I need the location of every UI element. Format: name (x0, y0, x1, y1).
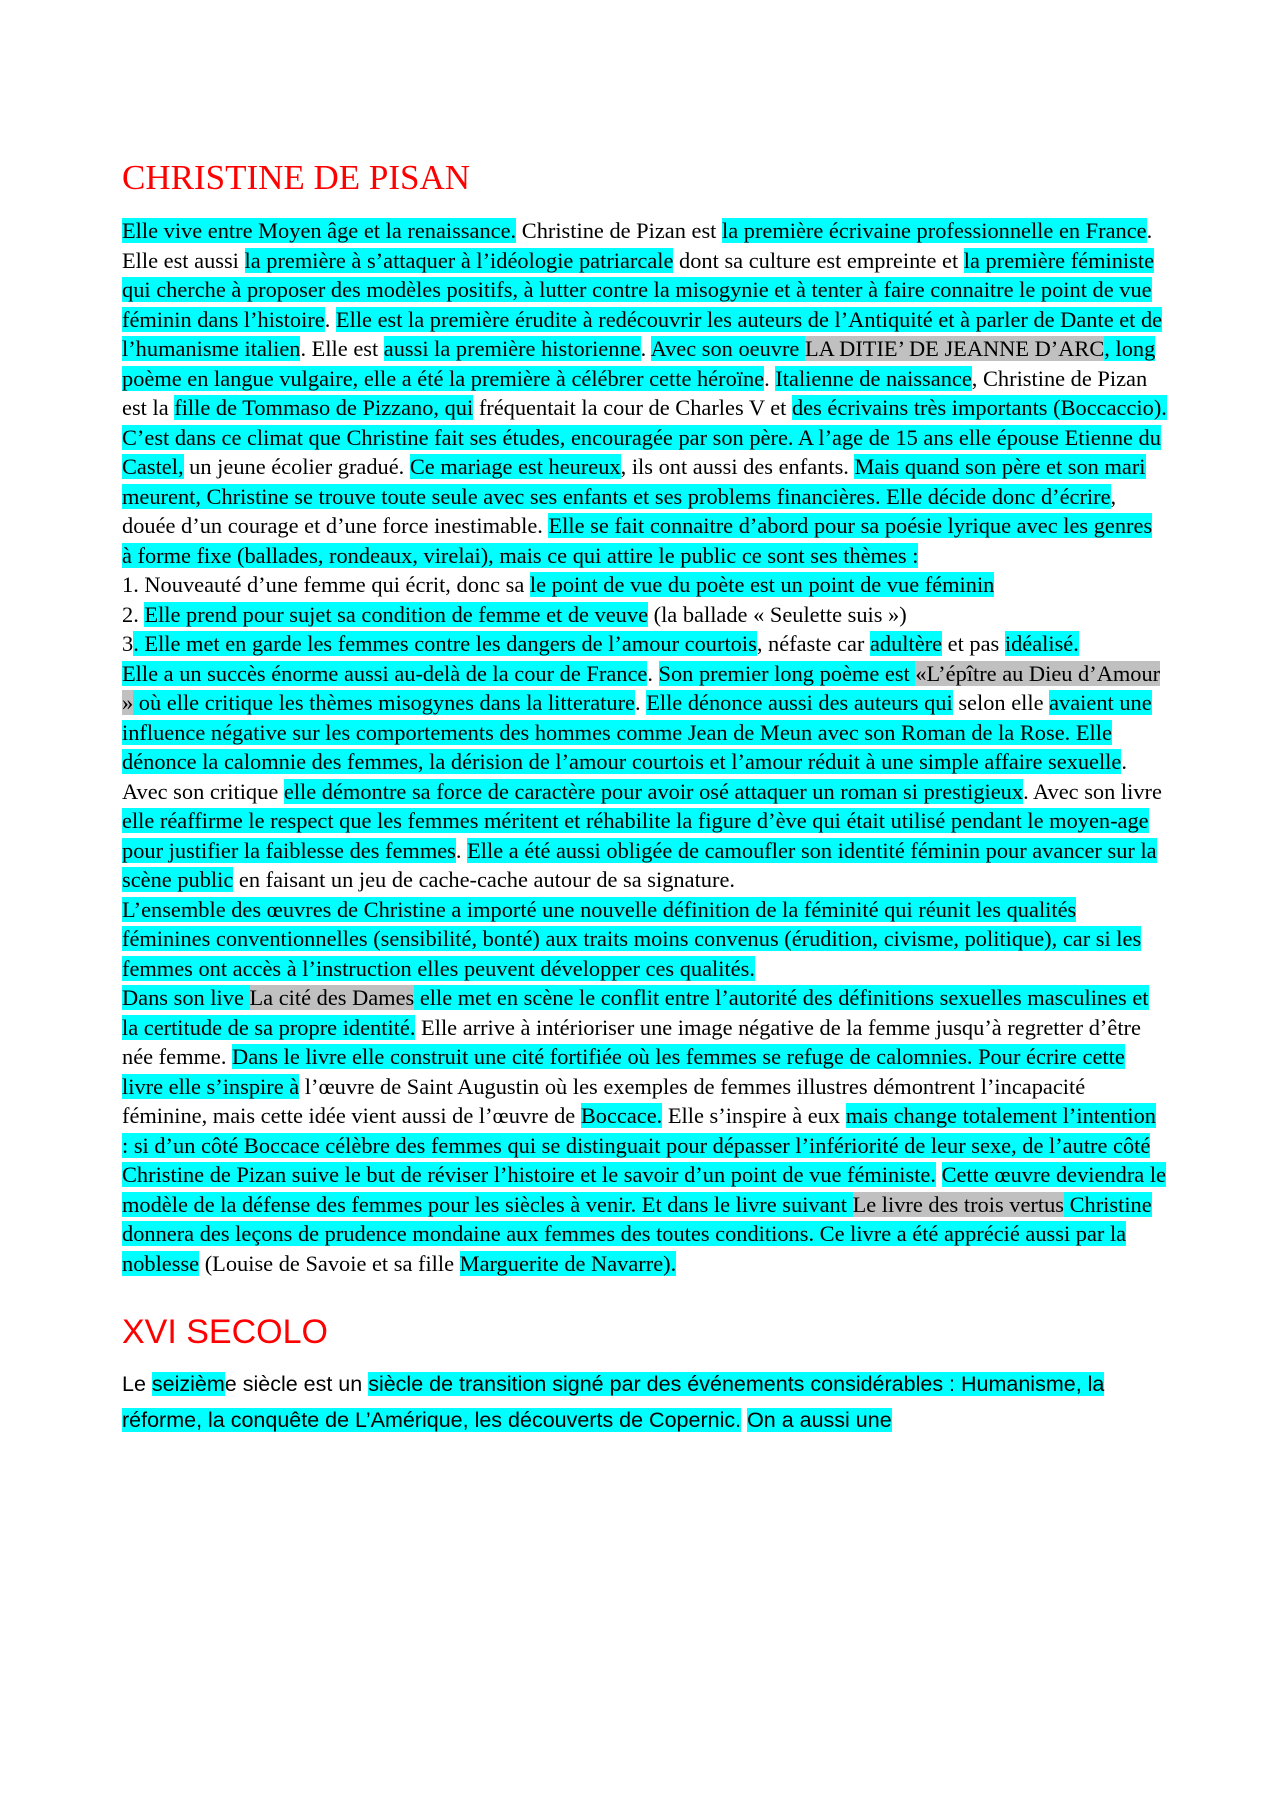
text-run: . (324, 306, 336, 332)
highlighted-text: L’ensemble des œuvres de Christine a importé une nouvelle définition de la féminité qui réunit les qualités féminines conventionnelles (sensibilité, bonté) aux traits moins convenus (érudition, civisme, politique), car si les femmes ont accès à l’instruction elles peuvent développer ces qualités. (122, 896, 1142, 981)
highlighted-text: où elle critique les thèmes misogynes dans la litterature (133, 690, 635, 715)
title-highlight: «L’épître au Dieu d’Amour » (122, 660, 1161, 715)
highlighted-text: Elle est la première érudite à redécouvrir les auteurs de l’Antiquité et à parler de Dante et de l’humanisme italien (122, 306, 1163, 361)
title-highlight: LA DITIE’ DE JEANNE D’ARC (804, 336, 1105, 361)
highlighted-text: la première écrivaine professionnelle en France (722, 218, 1147, 243)
highlighted-text: Ce mariage est heureux (409, 454, 621, 479)
highlighted-text: Cette œuvre deviendra le modèle de la défense des femmes pour les siècles à venir. Et dans le livre suivant (122, 1162, 1166, 1217)
highlighted-text: Avec son oeuvre (650, 336, 805, 361)
text-run: . Elle est aussi (122, 218, 1153, 273)
title-highlight: La cité des Dames (249, 985, 415, 1010)
highlighted-text: idéalisé. (1004, 631, 1079, 656)
text-run: Le (122, 1372, 152, 1396)
highlighted-text: Elle vive entre Moyen âge et la renaissance. (122, 218, 517, 243)
highlighted-text: siècle de transition signé par des événements considérables : Humanisme, la réforme, la conquête de L’Amérique, les découverts de Copernic. (122, 1372, 1105, 1432)
highlighted-text: elle démontre sa force de caractère pour avoir osé attaquer un roman si prestigieux (283, 778, 1024, 804)
highlighted-text: Mais quand son père et son mari meurent, Christine se trouve toute seule avec ses enfants et ses problems financières. Elle décide donc d’écrire (122, 454, 1146, 509)
text-run: . Avec son livre (1023, 778, 1162, 804)
highlighted-text: Christine donnera des leçons de prudence mondaine aux femmes des toutes conditions. Ce livre a été apprécié aussi par la noblesse (122, 1191, 1152, 1276)
highlighted-text: avaient une influence négative sur les comportements des hommes comme Jean de Meun avec son Roman de la Rose. Elle dénonce la calomnie des femmes, la dérision de l’amour courtois et l’amour réduit à une simple affaire sexuelle (122, 690, 1152, 774)
highlighted-text: Elle a un succès énorme aussi au-delà de la cour de France (122, 660, 648, 686)
text-run: 1. Nouveauté d’une femme qui écrit, donc sa (122, 572, 530, 597)
text-run: et pas (942, 631, 1005, 656)
text-run: 2. (122, 601, 145, 627)
highlighted-text: Elle se fait connaitre d’abord pour sa poésie lyrique avec les genres à forme fixe (ballades, rondeaux, virelai), mais ce qui attire le public ce sont ses thèmes : (122, 513, 1153, 568)
text-run: , Christine de Pizan est la (122, 365, 1148, 420)
document-content (122, 150, 1167, 1438)
text-run: Elle s’inspire à eux (662, 1103, 846, 1128)
highlighted-text: Elle prend pour sujet sa condition de femme et de veuve (144, 601, 649, 627)
title-highlight: Le livre des trois vertus (852, 1191, 1064, 1217)
highlighted-text: la première féministe qui cherche à proposer des modèles positifs, à lutter contre la misogynie et à tenter à faire connaitre le point de vue féminin dans l’histoire (122, 247, 1155, 332)
text-run: , douée d’un courage et d’une force inestimable. (122, 483, 1117, 538)
highlighted-text: mais change totalement l’intention : si d’un côté Boccace célèbre des femmes qui se distinguait pour dépasser l’infériorité de leur sexe, de l’autre côté Christine de Pizan suive le but de réviser l’histoire et le savoir d’un point de vue féministe. (122, 1103, 1156, 1187)
highlighted-text: seizièm (151, 1372, 225, 1396)
text-run: Elle arrive à intérioriser une image négative de la femme jusqu’à regretter d’être née femme. (122, 1014, 1141, 1069)
spacer (122, 1278, 1167, 1304)
highlighted-text: Son premier long poème est (658, 660, 916, 686)
text-run: dont sa culture est empreinte et (673, 247, 964, 273)
highlighted-text: Elle dénonce aussi des auteurs qui (646, 690, 953, 715)
highlighted-text: Dans son live (122, 985, 250, 1010)
text-run: . Elle est (300, 336, 384, 361)
text-run: un jeune écolier gradué. (183, 454, 410, 479)
highlighted-text: . Elle met en garde les femmes contre les dangers de l’amour courtois (133, 631, 757, 656)
text-run: . (455, 837, 468, 863)
text-run: fréquentait la cour de Charles V et (473, 395, 792, 420)
highlighted-text: aussi la première historienne (383, 336, 641, 361)
text-run: en faisant un jeu de cache-cache autour de sa signature. (233, 867, 735, 892)
text-run: . (640, 336, 651, 361)
highlighted-text: elle réaffirme le respect que les femmes méritent et réhabilite la figure d’ève qui était utilisé pendant le moyen-age pour justifier la faiblesse des femmes (122, 808, 1149, 863)
highlighted-text: Marguerite de Navarre). (459, 1250, 677, 1276)
text-run: Christine de Pizan est (516, 218, 722, 243)
text-run: (Louise de Savoie et sa fille (199, 1250, 460, 1276)
section-title-xvi-secolo: XVI SECOLO (122, 1313, 328, 1351)
highlighted-text: Italienne de naissance (775, 365, 972, 391)
highlighted-text: Boccace. (580, 1103, 663, 1128)
text-run: . Avec son critique (122, 749, 1127, 804)
text-run: , néfaste car (756, 631, 870, 656)
highlighted-text: Elle a été aussi obligée de camoufler son identité féminin pour avancer sur la scène public (122, 837, 1157, 892)
section-body-christine (122, 216, 1167, 1278)
text-run: (la ballade « Seulette suis ») (648, 601, 907, 627)
highlighted-text: Dans le livre elle construit une cité fortifiée où les femmes se refuge de calomnies. Pour écrire cette livre elle s’inspire à (122, 1044, 1125, 1099)
text-run: l’œuvre de Saint Augustin où les exemples de femmes illustres démontrent l’incapacité féminine, mais cette idée vient aussi de l’œuvre de (122, 1073, 1086, 1128)
text-run: selon elle (952, 690, 1050, 715)
text-run: e siècle est un (224, 1372, 369, 1396)
section-title-christine: CHRISTINE DE PISAN (122, 158, 471, 197)
highlighted-text: des écrivains très importants (Boccaccio). C’est dans ce climat que Christine fait ses études, encouragée par son père. A l’age de 15 ans elle épouse Etienne du Castel, (122, 395, 1167, 479)
text-run: , ils ont aussi des enfants. (620, 454, 855, 479)
text-run: . (647, 660, 659, 686)
highlighted-text: , long poème en langue vulgaire, elle a été la première à célébrer cette héroïne (122, 336, 1156, 391)
text-run: 3 (122, 631, 134, 656)
highlighted-text: On a aussi une (747, 1408, 892, 1432)
text-run (936, 1162, 942, 1187)
highlighted-text: fille de Tommaso de Pizzano, qui (174, 395, 474, 420)
highlighted-text: le point de vue du poète est un point de vue féminin (529, 572, 995, 597)
highlighted-text: elle met en scène le conflit entre l’autorité des définitions sexuelles masculines et la certitude de sa propre identité. (122, 985, 1149, 1040)
text-run: . (764, 365, 776, 391)
section-body-xvi-secolo (122, 1366, 1167, 1438)
text-run: . (634, 690, 647, 715)
highlighted-text: la première à s’attaquer à l’idéologie patriarcale (244, 247, 674, 273)
highlighted-text: adultère (869, 631, 943, 656)
